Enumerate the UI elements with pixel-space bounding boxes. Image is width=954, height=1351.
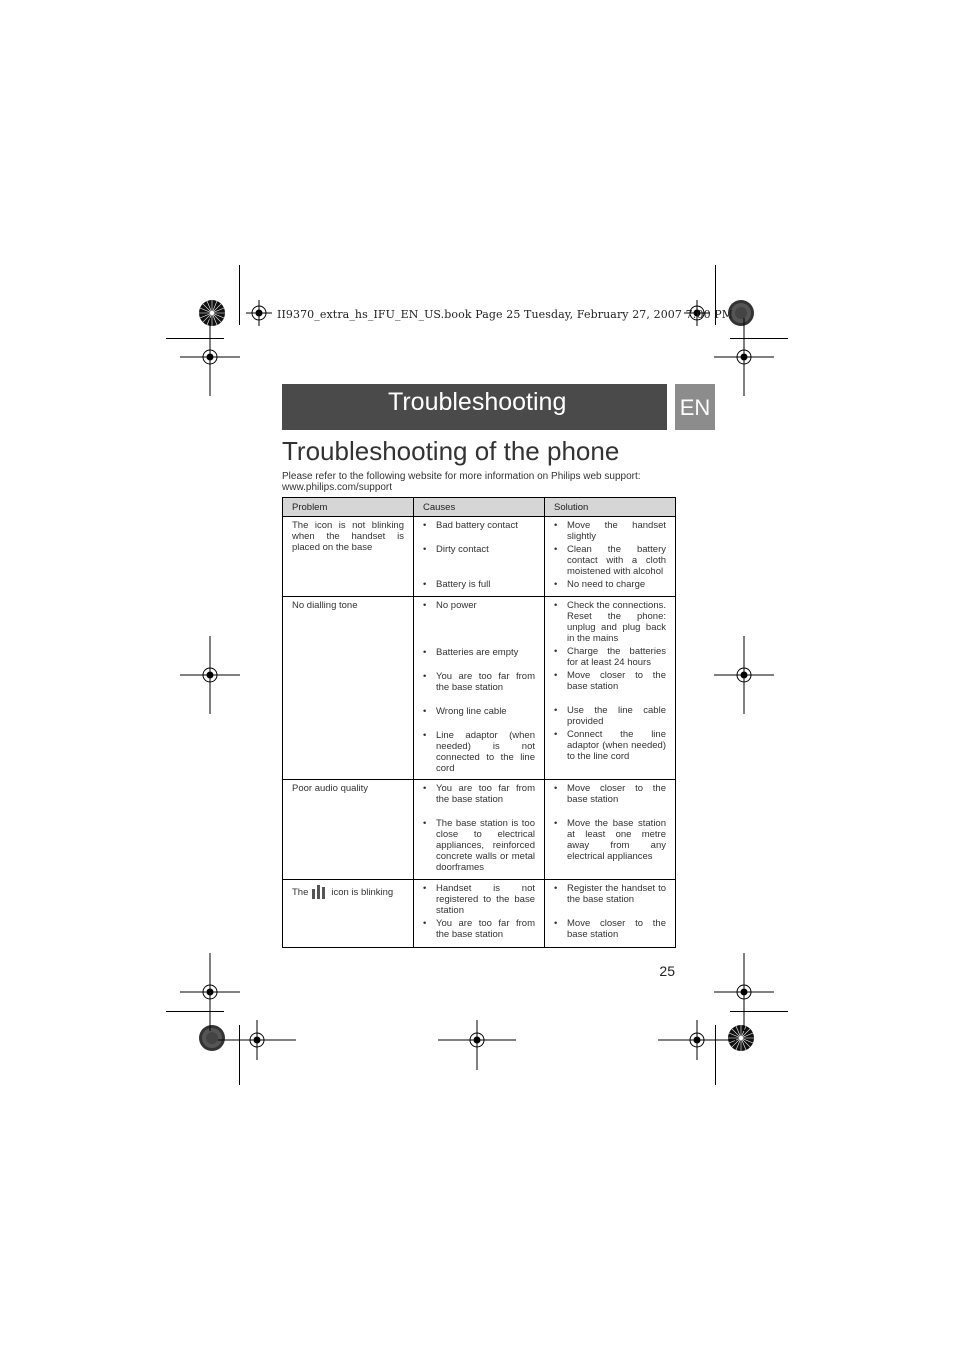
table-row	[283, 597, 676, 780]
causes-cell	[414, 780, 545, 880]
solution-item: • Use the line cable provided	[554, 705, 666, 727]
crosshair-circle-icon	[658, 1020, 736, 1060]
causes-cell	[414, 597, 545, 780]
table-header-row	[283, 498, 676, 517]
problem-cell: The icon is not blinking when the handset is placed on the base	[283, 517, 414, 597]
section-banner	[282, 384, 667, 430]
solution-item: • Move closer to the base station	[554, 918, 666, 940]
language-code: EN	[679, 395, 711, 420]
crosshair-circle-icon	[714, 318, 774, 396]
solution-item: • Charge the batteries for at least 24 hours	[554, 646, 666, 668]
signal-strength-icon	[312, 883, 328, 899]
cause-item: • The base station is too close to electrical appliances, reinforced concrete walls or metal doorframes	[423, 818, 535, 873]
cause-item: • You are too far from the base station	[423, 783, 535, 805]
cause-item: • Dirty contact	[423, 544, 489, 555]
cause-item: • Batteries are empty	[423, 647, 519, 658]
solution-item: • Connect the line adaptor (when needed) to the line cord	[554, 729, 666, 762]
crosshair-circle-icon	[438, 1020, 516, 1070]
crosshair-circle-icon	[180, 636, 240, 714]
causes-cell	[414, 880, 545, 948]
intro-text	[282, 471, 702, 493]
causes-cell	[414, 517, 545, 597]
cause-item: • No power	[423, 600, 477, 611]
solutions-cell	[545, 880, 676, 948]
solution-item: • Clean the battery contact with a cloth moistened with alcohol	[554, 544, 666, 577]
page-title: Troubleshooting of the phone	[282, 436, 620, 466]
section-title: Troubleshooting	[388, 388, 567, 416]
cause-item: • Bad battery contact	[423, 520, 518, 531]
cause-item: • Wrong line cable	[423, 706, 507, 717]
table-row	[283, 880, 676, 948]
support-url: www.philips.com/support	[282, 482, 393, 493]
solution-item: • Check the connections. Reset the phone: unplug and plug back in the mains	[554, 600, 666, 644]
header-solution: Solution	[545, 498, 676, 517]
table-row	[283, 517, 676, 597]
crosshair-circle-icon	[714, 636, 774, 714]
solution-item: • Move the handset slightly	[554, 520, 666, 542]
solution-item: • Move the base station at least one metre away from any electrical appliances	[554, 818, 666, 862]
solution-item: • Move closer to the base station	[554, 783, 666, 805]
cause-item: • Handset is not registered to the base station	[423, 883, 535, 916]
solution-item: • Move closer to the base station	[554, 670, 666, 692]
page-number: 25	[659, 963, 675, 979]
table-row	[283, 780, 676, 880]
solutions-cell	[545, 597, 676, 780]
cause-item: • Line adaptor (when needed) is not connected to the line cord	[423, 730, 535, 774]
solution-item: • Register the handset to the base station	[554, 883, 666, 905]
problem-cell: Poor audio quality	[283, 780, 414, 880]
solutions-cell	[545, 780, 676, 880]
print-header: II9370_extra_hs_IFU_EN_US.book Page 25 Tuesday, February 27, 2007 7:00 PM	[277, 308, 734, 321]
solutions-cell	[545, 517, 676, 597]
header-causes: Causes	[414, 498, 545, 517]
cause-item: • You are too far from the base station	[423, 671, 535, 693]
cause-item: • You are too far from the base station	[423, 918, 535, 940]
crosshair-circle-icon	[218, 1020, 296, 1060]
crop-line	[239, 265, 240, 325]
crosshair-circle-icon	[180, 318, 240, 396]
intro-line: Please refer to the following website for more information on Philips web support:	[282, 471, 641, 482]
solution-item: • No need to charge	[554, 579, 646, 590]
cause-item: • Battery is full	[423, 579, 491, 590]
problem-cell: The icon is blinking	[283, 880, 414, 948]
crosshair-circle-icon	[246, 300, 272, 326]
header-problem: Problem	[283, 498, 414, 517]
language-tab	[675, 384, 715, 430]
problem-cell: No dialling tone	[283, 597, 414, 780]
troubleshooting-table	[282, 497, 676, 948]
